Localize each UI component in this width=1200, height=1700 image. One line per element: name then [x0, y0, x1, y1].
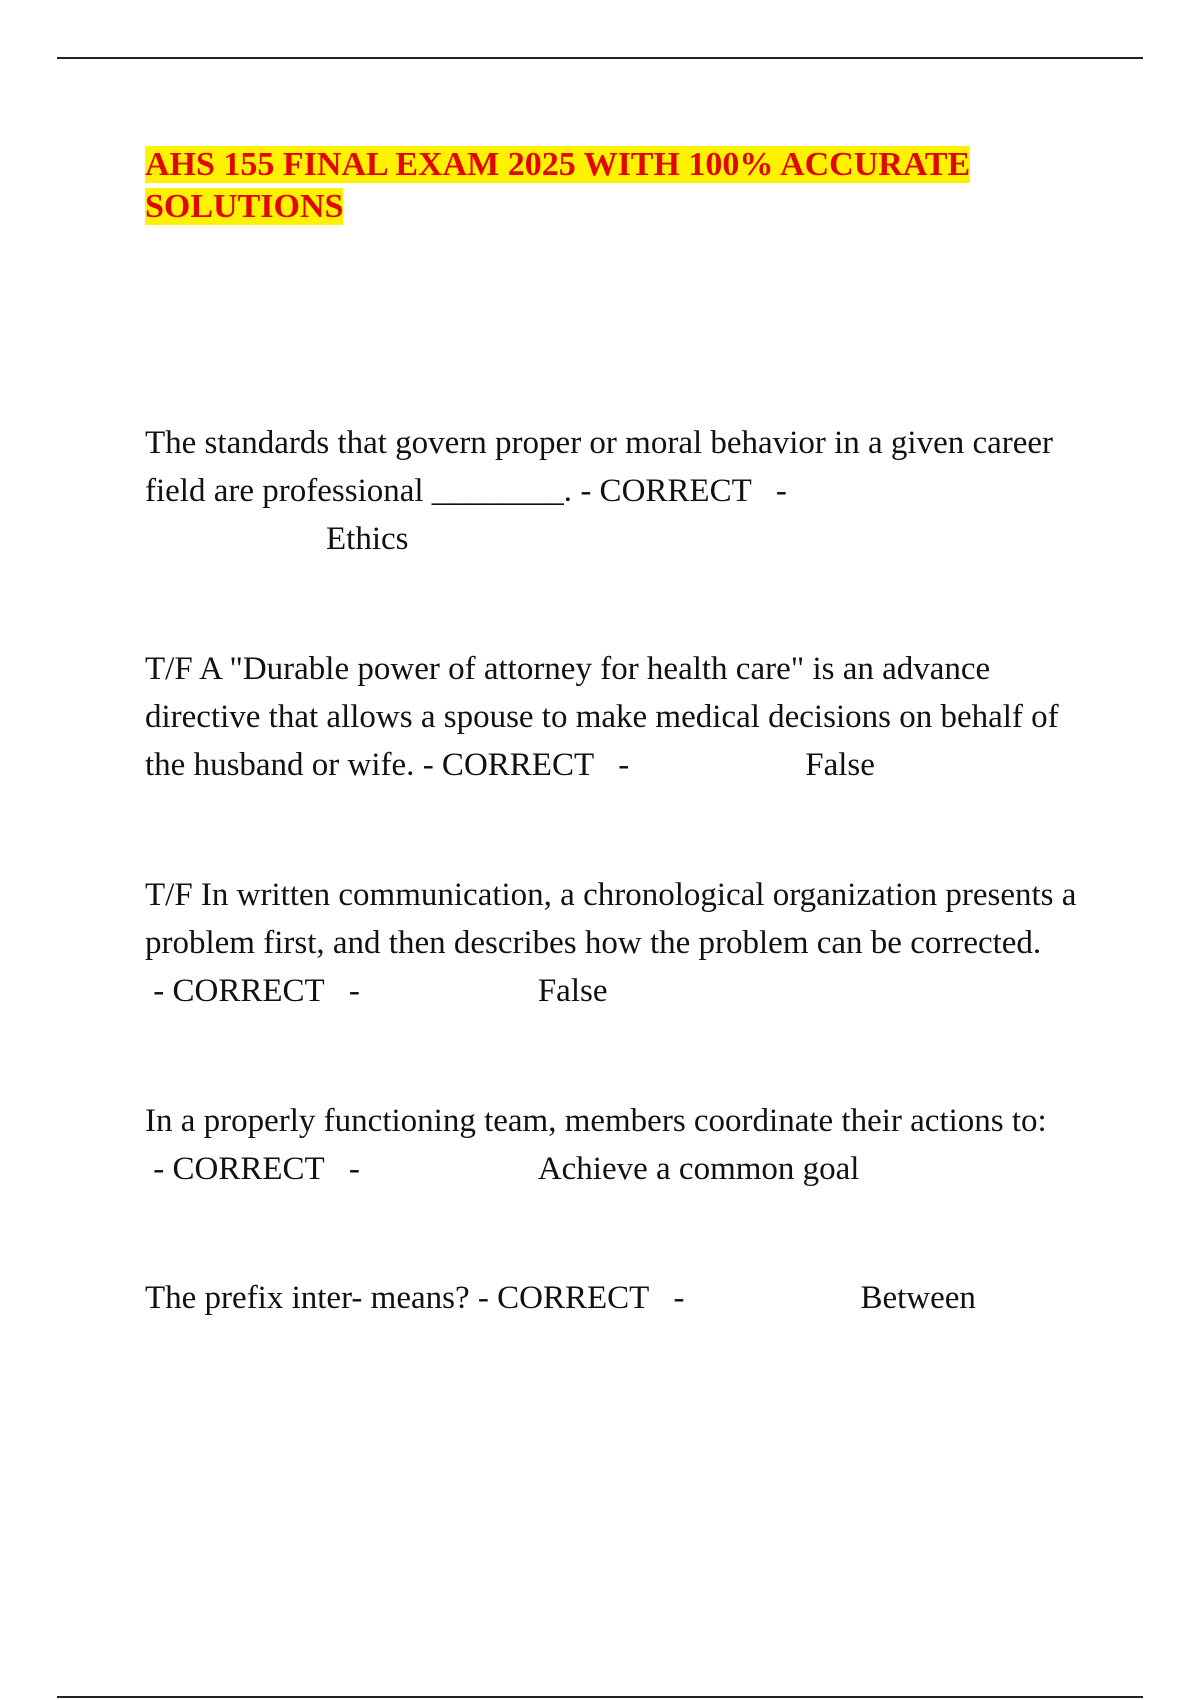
question-text: T/F A "Durable power of attorney for health care" is an advance directive that allows a spouse to make medical decisions on behalf of the husband or wife. — [145, 651, 1059, 783]
answer-text: False — [805, 747, 875, 783]
question-text: The prefix inter- means? — [145, 1280, 470, 1316]
qa-item-1 — [145, 419, 1095, 563]
answer-text: Ethics — [326, 521, 409, 557]
correct-separator: - CORRECT - — [572, 473, 787, 509]
correct-separator: - CORRECT - — [414, 747, 630, 783]
qa-item-3 — [145, 871, 1095, 1015]
bottom-rule — [57, 1696, 1143, 1698]
qa-item-4 — [145, 1097, 1095, 1193]
question-text: T/F In written communication, a chronological organization presents a problem first, and then describes how the problem can be corrected. — [145, 877, 1077, 961]
question-text: The standards that govern proper or moral behavior in a given career field are professional ________. — [145, 425, 1054, 509]
question-text: In a properly functioning team, members coordinate their actions to: — [145, 1103, 1047, 1139]
correct-separator: - CORRECT - — [145, 1151, 360, 1187]
qa-item-2 — [145, 645, 1095, 789]
qa-item-5 — [145, 1274, 1095, 1322]
answer-text: False — [537, 973, 608, 1009]
answer-text: Achieve a common goal — [537, 1151, 860, 1187]
correct-separator: - CORRECT - — [469, 1280, 685, 1316]
title-highlight: AHS 155 FINAL EXAM 2025 WITH 100% ACCURATE SOLUTIONS — [145, 146, 971, 225]
answer-text: Between — [860, 1280, 976, 1316]
document-title — [145, 144, 1065, 228]
top-rule — [57, 57, 1143, 59]
correct-separator: - CORRECT - — [145, 973, 360, 1009]
